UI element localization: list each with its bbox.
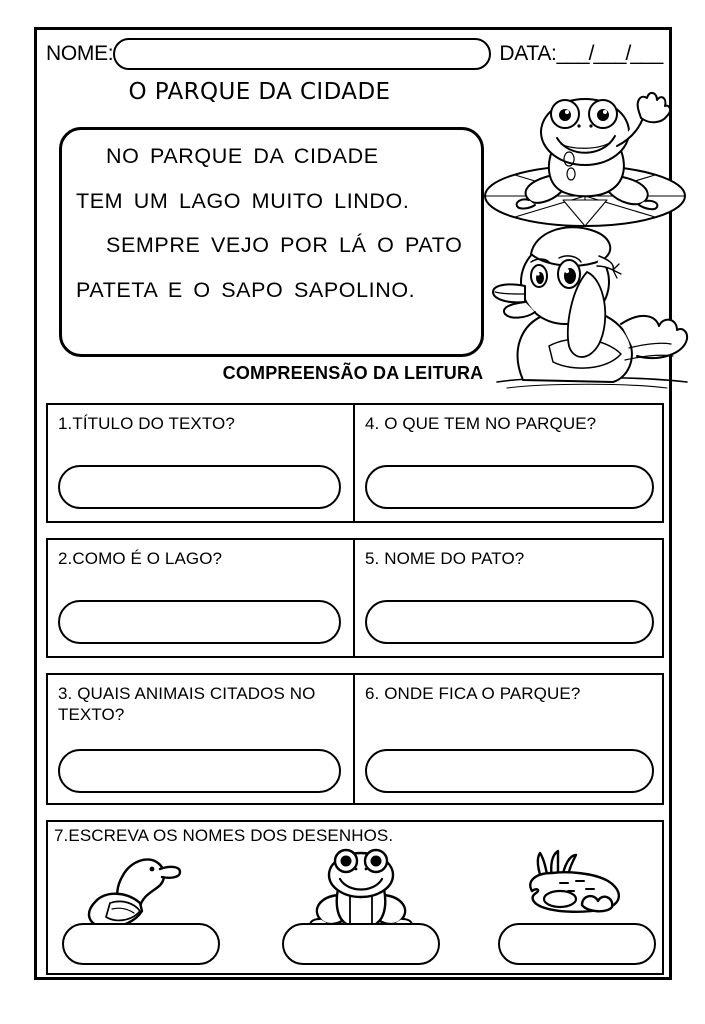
question-text: 5. NOME DO PATO? bbox=[365, 549, 525, 568]
drawing-answer-input-duck[interactable] bbox=[62, 923, 220, 965]
page-title: O PARQUE DA CIDADE bbox=[128, 79, 391, 105]
poem-line: TEM UM LAGO MUITO LINDO. bbox=[76, 188, 410, 213]
name-input[interactable] bbox=[113, 38, 491, 70]
question-text: 2.COMO É O LAGO? bbox=[58, 549, 223, 568]
drawing-slot-frog bbox=[282, 847, 440, 965]
date-label: DATA: bbox=[499, 42, 557, 65]
pond-icon bbox=[498, 847, 656, 929]
duck-with-beret-icon bbox=[487, 220, 705, 395]
question-cell-2 bbox=[48, 540, 355, 656]
question-cell-6 bbox=[355, 675, 662, 803]
answer-input-4[interactable] bbox=[365, 465, 654, 509]
question-text: 3. QUAIS ANIMAIS CITADOS NO TEXTO? bbox=[58, 684, 316, 725]
student-header bbox=[37, 30, 669, 78]
answer-input-5[interactable] bbox=[365, 600, 654, 644]
question-row bbox=[46, 403, 664, 523]
worksheet-page bbox=[34, 27, 672, 980]
question-cell-3 bbox=[48, 675, 355, 803]
frog-on-lilypad-icon bbox=[477, 88, 692, 233]
reading-text-box bbox=[59, 127, 484, 357]
answer-input-1[interactable] bbox=[58, 465, 341, 509]
question-text: 1.TÍTULO DO TEXTO? bbox=[58, 414, 235, 433]
question-cell-5 bbox=[355, 540, 662, 656]
poem-line: SEMPRE VEJO POR LÁ O PATO bbox=[106, 233, 463, 257]
answer-input-3[interactable] bbox=[58, 749, 341, 793]
drawing-answer-input-frog[interactable] bbox=[282, 923, 440, 965]
question-row bbox=[46, 538, 664, 658]
date-field[interactable] bbox=[499, 42, 662, 66]
question-text: 6. ONDE FICA O PARQUE? bbox=[365, 684, 581, 703]
frog-icon bbox=[282, 847, 440, 929]
question-cell-4 bbox=[355, 405, 662, 521]
section-header: COMPREENSÃO DA LEITURA bbox=[222, 363, 484, 383]
poem-line: PATETA E O SAPO SAPOLINO. bbox=[76, 277, 416, 302]
poem-line: NO PARQUE DA CIDADE bbox=[106, 144, 379, 168]
question-cell-1 bbox=[48, 405, 355, 521]
drawing-slot-duck bbox=[62, 847, 220, 965]
drawing-answer-input-pond[interactable] bbox=[498, 923, 656, 965]
duck-icon bbox=[62, 847, 220, 929]
question-text: 4. O QUE TEM NO PARQUE? bbox=[365, 414, 597, 433]
activity-7-instruction: 7.ESCREVA OS NOMES DOS DESENHOS. bbox=[54, 826, 394, 845]
activity-7-box bbox=[46, 820, 664, 975]
answer-input-6[interactable] bbox=[365, 749, 654, 793]
date-blanks: ___/___/___ bbox=[556, 42, 663, 65]
name-label: NOME: bbox=[46, 42, 114, 65]
answer-input-2[interactable] bbox=[58, 600, 341, 644]
question-row bbox=[46, 673, 664, 805]
drawing-slot-pond bbox=[498, 847, 656, 965]
